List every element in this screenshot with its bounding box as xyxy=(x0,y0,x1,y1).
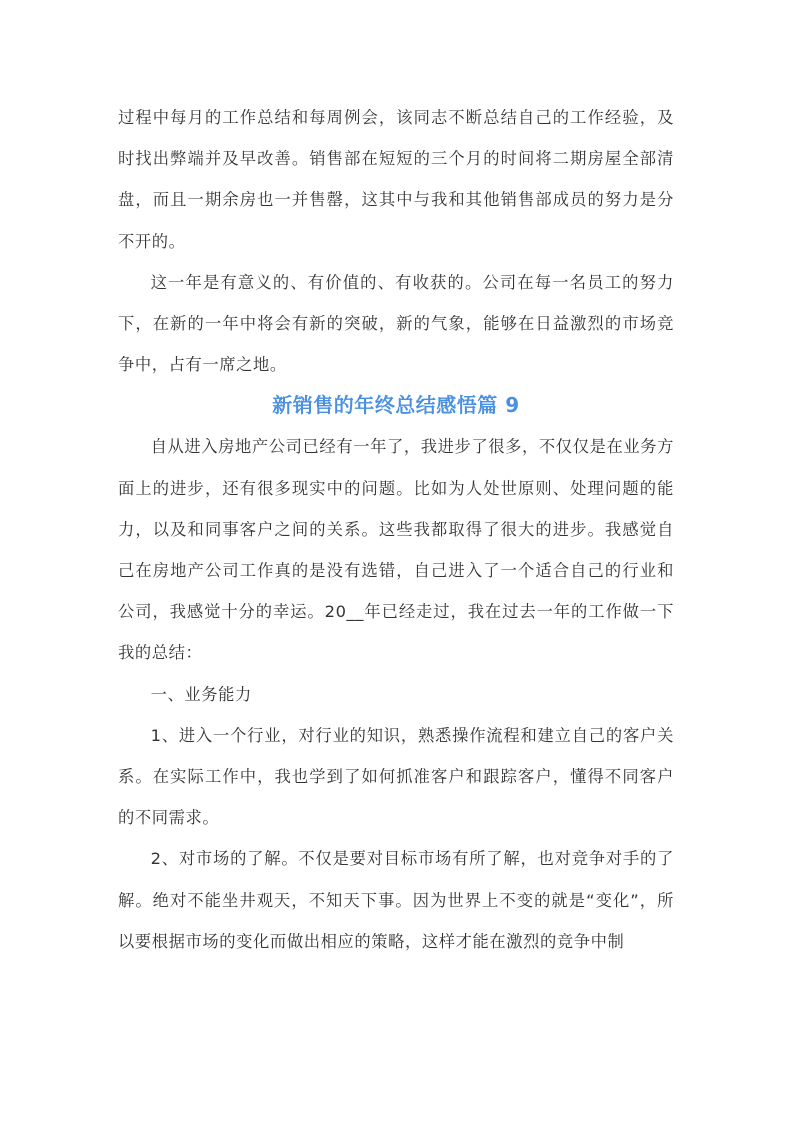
document-page xyxy=(118,97,674,962)
body-paragraph: 自从进入房地产公司已经有一年了，我进步了很多，不仅仅是在业务方面上的进步，还有很多现实中的问题。比如为人处世原则、处理问题的能力，以及和同事客户之间的关系。这些我都取得了很大的进步。我感觉自己在房地产公司工作真的是没有选错，自己进入了一个适合自己的行业和公司，我感觉十分的幸运。20__年已经走过，我在过去一年的工作做一下我的总结： xyxy=(118,437,674,663)
subsection-heading: 一、业务能力 xyxy=(150,684,252,704)
section-heading: 新销售的年终总结感悟篇 9 xyxy=(272,393,520,418)
body-paragraph: 1、进入一个行业，对行业的知识，熟悉操作流程和建立自己的客户关系。在实际工作中，我也学到了如何抓准客户和跟踪客户，懂得不同客户的不同需求。 xyxy=(118,725,674,828)
body-paragraph: 这一年是有意义的、有价值的、有收获的。公司在每一名员工的努力下，在新的一年中将会有新的突破，新的气象，能够在日益激烈的市场竞争中，占有一席之地。 xyxy=(118,272,674,375)
body-paragraph: 2、对市场的了解。不仅是要对目标市场有所了解，也对竞争对手的了解。绝对不能坐井观天，不知天下事。因为世界上不变的就是“变化”，所以要根据市场的变化而做出相应的策略，这样才能在激烈的竞争中制 xyxy=(118,849,674,951)
body-paragraph: 过程中每月的工作总结和每周例会，该同志不断总结自己的工作经验，及时找出弊端并及早改善。销售部在短短的三个月的时间将二期房屋全部清盘，而且一期余房也一并售罄，这其中与我和其他销售部成员的努力是分不开的。 xyxy=(118,108,674,251)
